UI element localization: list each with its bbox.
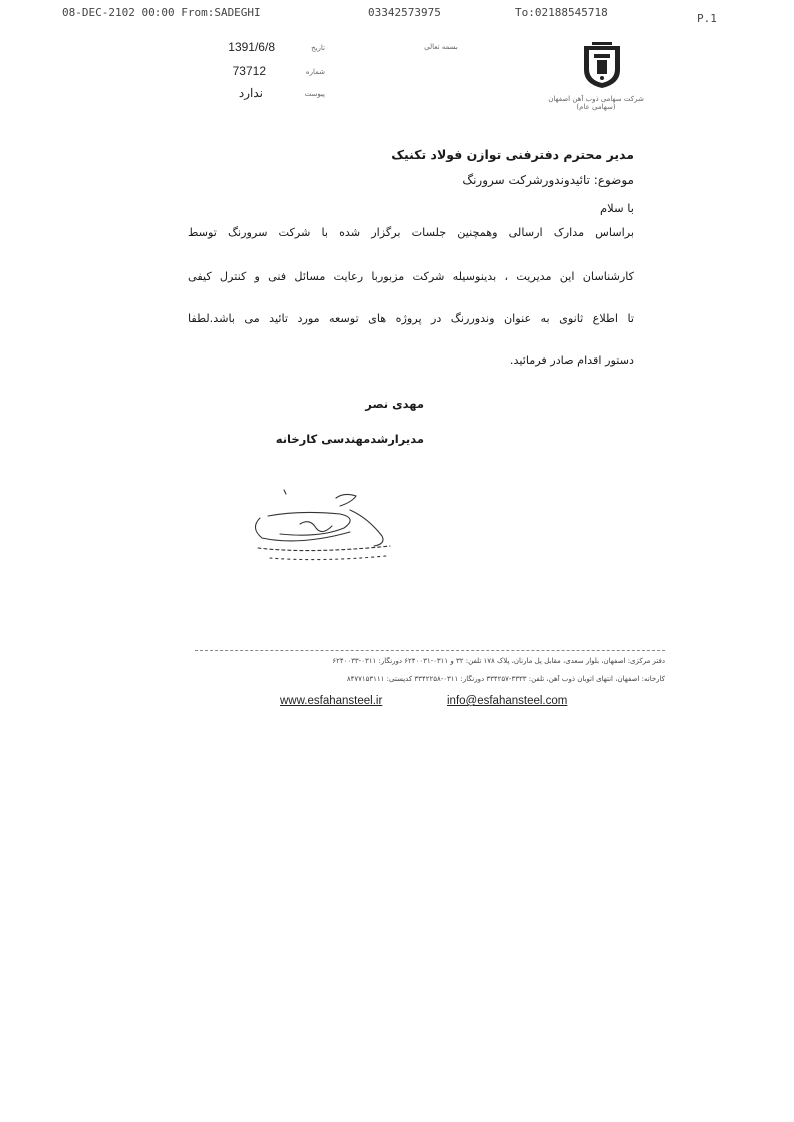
signer-name: مهدی نصر <box>365 397 424 411</box>
fax-sender-line: 08-DEC-2102 00:00 From:SADEGHI <box>62 6 261 19</box>
body-line: دستور اقدام صادر فرمائید. <box>509 354 634 367</box>
footer-divider <box>195 650 665 651</box>
signer-title: مدیرارشدمهندسی کارخانه <box>275 432 424 446</box>
recipient: مدیر محترم دفترفنی توازن فولاد تکنیک <box>391 147 634 162</box>
email-link[interactable]: info@esfahansteel.com <box>447 695 568 707</box>
fax-sender-number: 03342573975 <box>368 6 441 19</box>
invocation: بسمه تعالی <box>424 43 458 51</box>
fax-page-number: P.1 <box>697 12 717 25</box>
letter-date: 1391/6/8 <box>228 40 275 54</box>
signature-image <box>240 488 400 570</box>
fax-recipient-number: To:02188545718 <box>515 6 608 19</box>
footer-address-office: دفتر مرکزی: اصفهان، بلوار سعدی، مقابل پل مارنان، پلاک ۱۷۸ تلفن: ۳۲ و ۰۳۱۱-۶۲۴۰۰۳۱ دورنگار: ۰۳۱۱-۶۲۴۰۰۳۳ <box>332 657 665 665</box>
attachment-value: ندارد <box>238 86 263 100</box>
letter-number: 73712 <box>232 64 266 78</box>
body-line: تا اطلاع ثانوی به عنوان وندوررنگ در پروژه های توسعه مورد تائید می باشد.لطفا <box>188 312 634 325</box>
body-line: کارشناسان این مدیریت ، بدینوسیله شرکت مزبوربا رعایت مسائل فنی و کنترل کیفی <box>188 270 634 283</box>
date-label: تاریخ <box>311 44 325 52</box>
attachment-label: پیوست <box>304 90 325 98</box>
body-line: براساس مدارک ارسالی وهمچنین جلسات برگزار شده با شرکت سرورنگ توسط <box>188 226 634 239</box>
website-link[interactable]: www.esfahansteel.ir <box>280 695 383 707</box>
number-label: شماره <box>305 68 325 76</box>
company-name: شرکت سهامی ذوب آهن اصفهان (سهامی عام) <box>548 95 644 111</box>
footer-address-factory: کارخانه: اصفهان، انتهای اتوبان ذوب آهن، تلفن: ۳۳۳۳-۳۳۴۲۵۷ دورنگار: ۰۳۱۱-۳۳۴۲۲۵۸ کدپستی: ۸۴۷۷۱۵۳۱۱۱ <box>346 675 665 683</box>
greeting: با سلام <box>600 201 634 215</box>
subject-line: موضوع: تائیدوندورشرکت سرورنگ <box>462 173 634 187</box>
company-logo <box>580 40 624 90</box>
